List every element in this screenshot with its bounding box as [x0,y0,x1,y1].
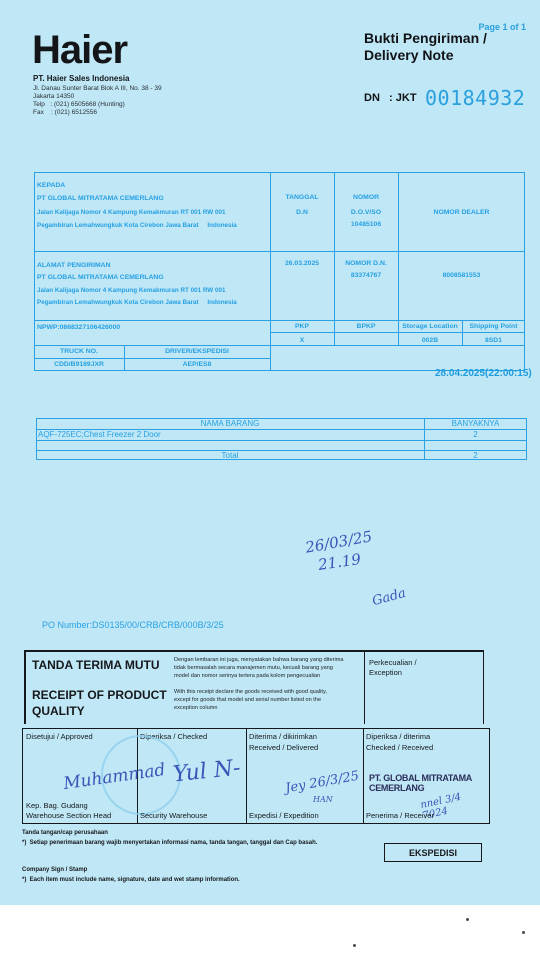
total-label: Total [221,451,239,460]
nomor-label: NOMOR [352,194,380,201]
approved-signature: Muhammad [62,759,167,795]
delivered-label-en: Received / Delivered [249,743,319,752]
footer-requirement-id: *) Setiap penerimaan barang wajib menyertakan informasi nama, tanda tangan, tanggal dan Cap basah. [22,840,318,846]
tanggal-value: D.N [296,209,308,216]
scan-speck [466,918,469,921]
expedisi-signature: Jey 26/3/25 [284,768,361,797]
total-value: 2 [473,451,478,460]
exception-box [364,650,484,724]
company-address-line: Jakarta 14350 [33,93,75,100]
storage-label: Storage Location [402,323,458,330]
receipt-text-line: exception column [174,705,218,711]
expedition-label: Expedisi / Expedition [249,811,319,820]
divider [36,440,527,441]
receipt-title-id: TANDA TERIMA MUTU [32,658,160,672]
approved-label: Disetujui / Approved [26,732,93,741]
receiver-signature: nnel 3/4 7024 [419,791,463,822]
footer-company-stamp: Company Sign / Stamp [22,867,88,873]
storage-value: 002B [421,337,439,344]
exception-label-en: Exception [369,668,402,677]
driver-value: AEP/ES8 [182,361,212,368]
item-name: AQF-725EC;Chest Freezer 2 Door [38,430,161,439]
npwp: NPWP:0868327106426000 [37,324,121,331]
receiver-label: Penerima / Receiver [366,811,434,820]
company-address-line: Jl. Danau Sunter Barat Blok A III, No. 38 - 39 [33,85,162,92]
receipt-text-line: With this receipt declare the goods received with good quality, [174,689,327,695]
footer-sign-note: Tanda tangan/cap perusahaan [22,830,108,836]
customer-address: Pegambiran Lemahwungkuk Kota Cirebon Jawa Barat Indonesia [37,222,237,229]
divider [363,729,364,823]
received-label-en: Checked / Received [366,743,434,752]
bpkp-label: BPKP [356,323,376,330]
scan-speck [353,944,356,947]
shipping-point-label: Shipping Point [469,323,518,330]
shipping-point-value: 8SD1 [484,337,502,344]
document-title [364,30,487,64]
handwritten-initials: Gada [370,585,408,610]
kepada-label: KEPADA [37,182,66,189]
dealer-label: NOMOR DEALER [433,209,490,216]
item-qty: 2 [473,430,478,439]
expedisi-signature-name: HAN [313,795,333,804]
receipt-text-en [174,688,327,712]
nomor-type: D.O.V/SO [350,209,382,216]
shipping-address: Pegambiran Lemahwungkuk Kota Cirebon Jawa Barat Indonesia [37,299,237,306]
security-label: Security Warehouse [140,811,208,820]
divider [246,729,247,823]
handwritten-time: 21.19 [316,550,362,574]
receipt-text-line: Dengan lembaran ini juga, menyatakan bahwa barang yang diterima [174,657,344,663]
receipt-box [24,650,372,724]
pkp-value: X [299,337,305,344]
print-timestamp: 28.04.2025(22:00:15) [435,368,532,379]
nomor-dn-label: NOMOR D.N. [345,260,387,267]
document-title-line: Delivery Note [364,47,454,63]
company-name: PT. Haier Sales Indonesia [33,74,130,83]
receipt-text-line: except for goods that model and serial number listed on the [174,697,322,703]
so-number: 10485106 [350,221,382,228]
section-head-label: Kep. Bag. Gudang [26,801,88,810]
truck-label: TRUCK NO. [60,348,98,355]
receipt-title-en-2: QUALITY [32,704,85,718]
items-name-header: NAMA BARANG [200,419,260,428]
haier-logo: Haier [32,28,128,72]
dn-label: DN : JKT [364,92,417,104]
signature-box [22,728,490,824]
checked-label: Diperiksa / Checked [140,732,208,741]
company-fax: Fax : (021) 6512556 [33,109,97,116]
pkp-label: PKP [295,323,309,330]
received-label: Diperiksa / diterima [366,732,431,741]
divider [34,251,525,252]
company-phone: Telp : (021) 6505668 (Hunting) [33,101,125,108]
shipping-name: PT GLOBAL MITRATAMA CEMERLANG [37,274,164,281]
receipt-text-line: tidak bermasalah secara manajemen mutu, kecuali barang yang [174,665,333,671]
exception-label: Perkecualian / [369,658,417,667]
items-qty-header: BANYAKNYA [451,419,500,428]
scan-speck [522,931,525,934]
dn-date: 26.03.2025 [284,260,320,267]
customer-name: PT GLOBAL MITRATAMA CEMERLANG [37,195,164,202]
receipt-title-en: RECEIPT OF PRODUCT [32,688,167,702]
truck-value: CDD/B9189JXR [54,361,104,368]
receipt-text-id [174,656,343,680]
dn-number: 00184932 [425,86,526,110]
ekspedisi-copy-label: EKSPEDISI [384,843,482,862]
nomor-dn-value: 83374767 [350,272,382,279]
receipt-text-line: model dan nomor serinya tertera pada kolom pengecualian [174,673,321,679]
tanggal-label: TANGGAL [285,194,319,201]
shipping-address: Jalan Kalijaga Nomor 4 Kampung Kemakmuran RT 001 RW 001 [37,287,226,294]
document-title-line: Bukti Pengiriman / [364,30,487,46]
delivered-label: Diterima / dikirimkan [249,732,317,741]
receiver-stamp: PT. GLOBAL MITRATAMA CEMERLANG [369,773,472,793]
po-number: PO Number:DS0135/00/CRB/CRB/000B/3/25 [42,620,224,630]
shipping-label: ALAMAT PENGIRIMAN [37,262,111,269]
handwritten-date: 26/03/25 [303,527,374,557]
driver-label: DRIVER/EKSPEDISI [165,348,229,355]
divider [270,332,525,333]
section-head-label-en: Warehouse Section Head [26,811,112,820]
dealer-number: 8008581553 [442,272,481,279]
page-indicator: Page 1 of 1 [478,22,526,32]
customer-address: Jalan Kalijaga Nomor 4 Kampung Kemakmuran RT 001 RW 001 [37,209,226,216]
checked-signature: Yul N- [171,755,242,788]
footer-requirement-en: *) Each item must include name, signature, date and wet stamp information. [22,877,240,883]
